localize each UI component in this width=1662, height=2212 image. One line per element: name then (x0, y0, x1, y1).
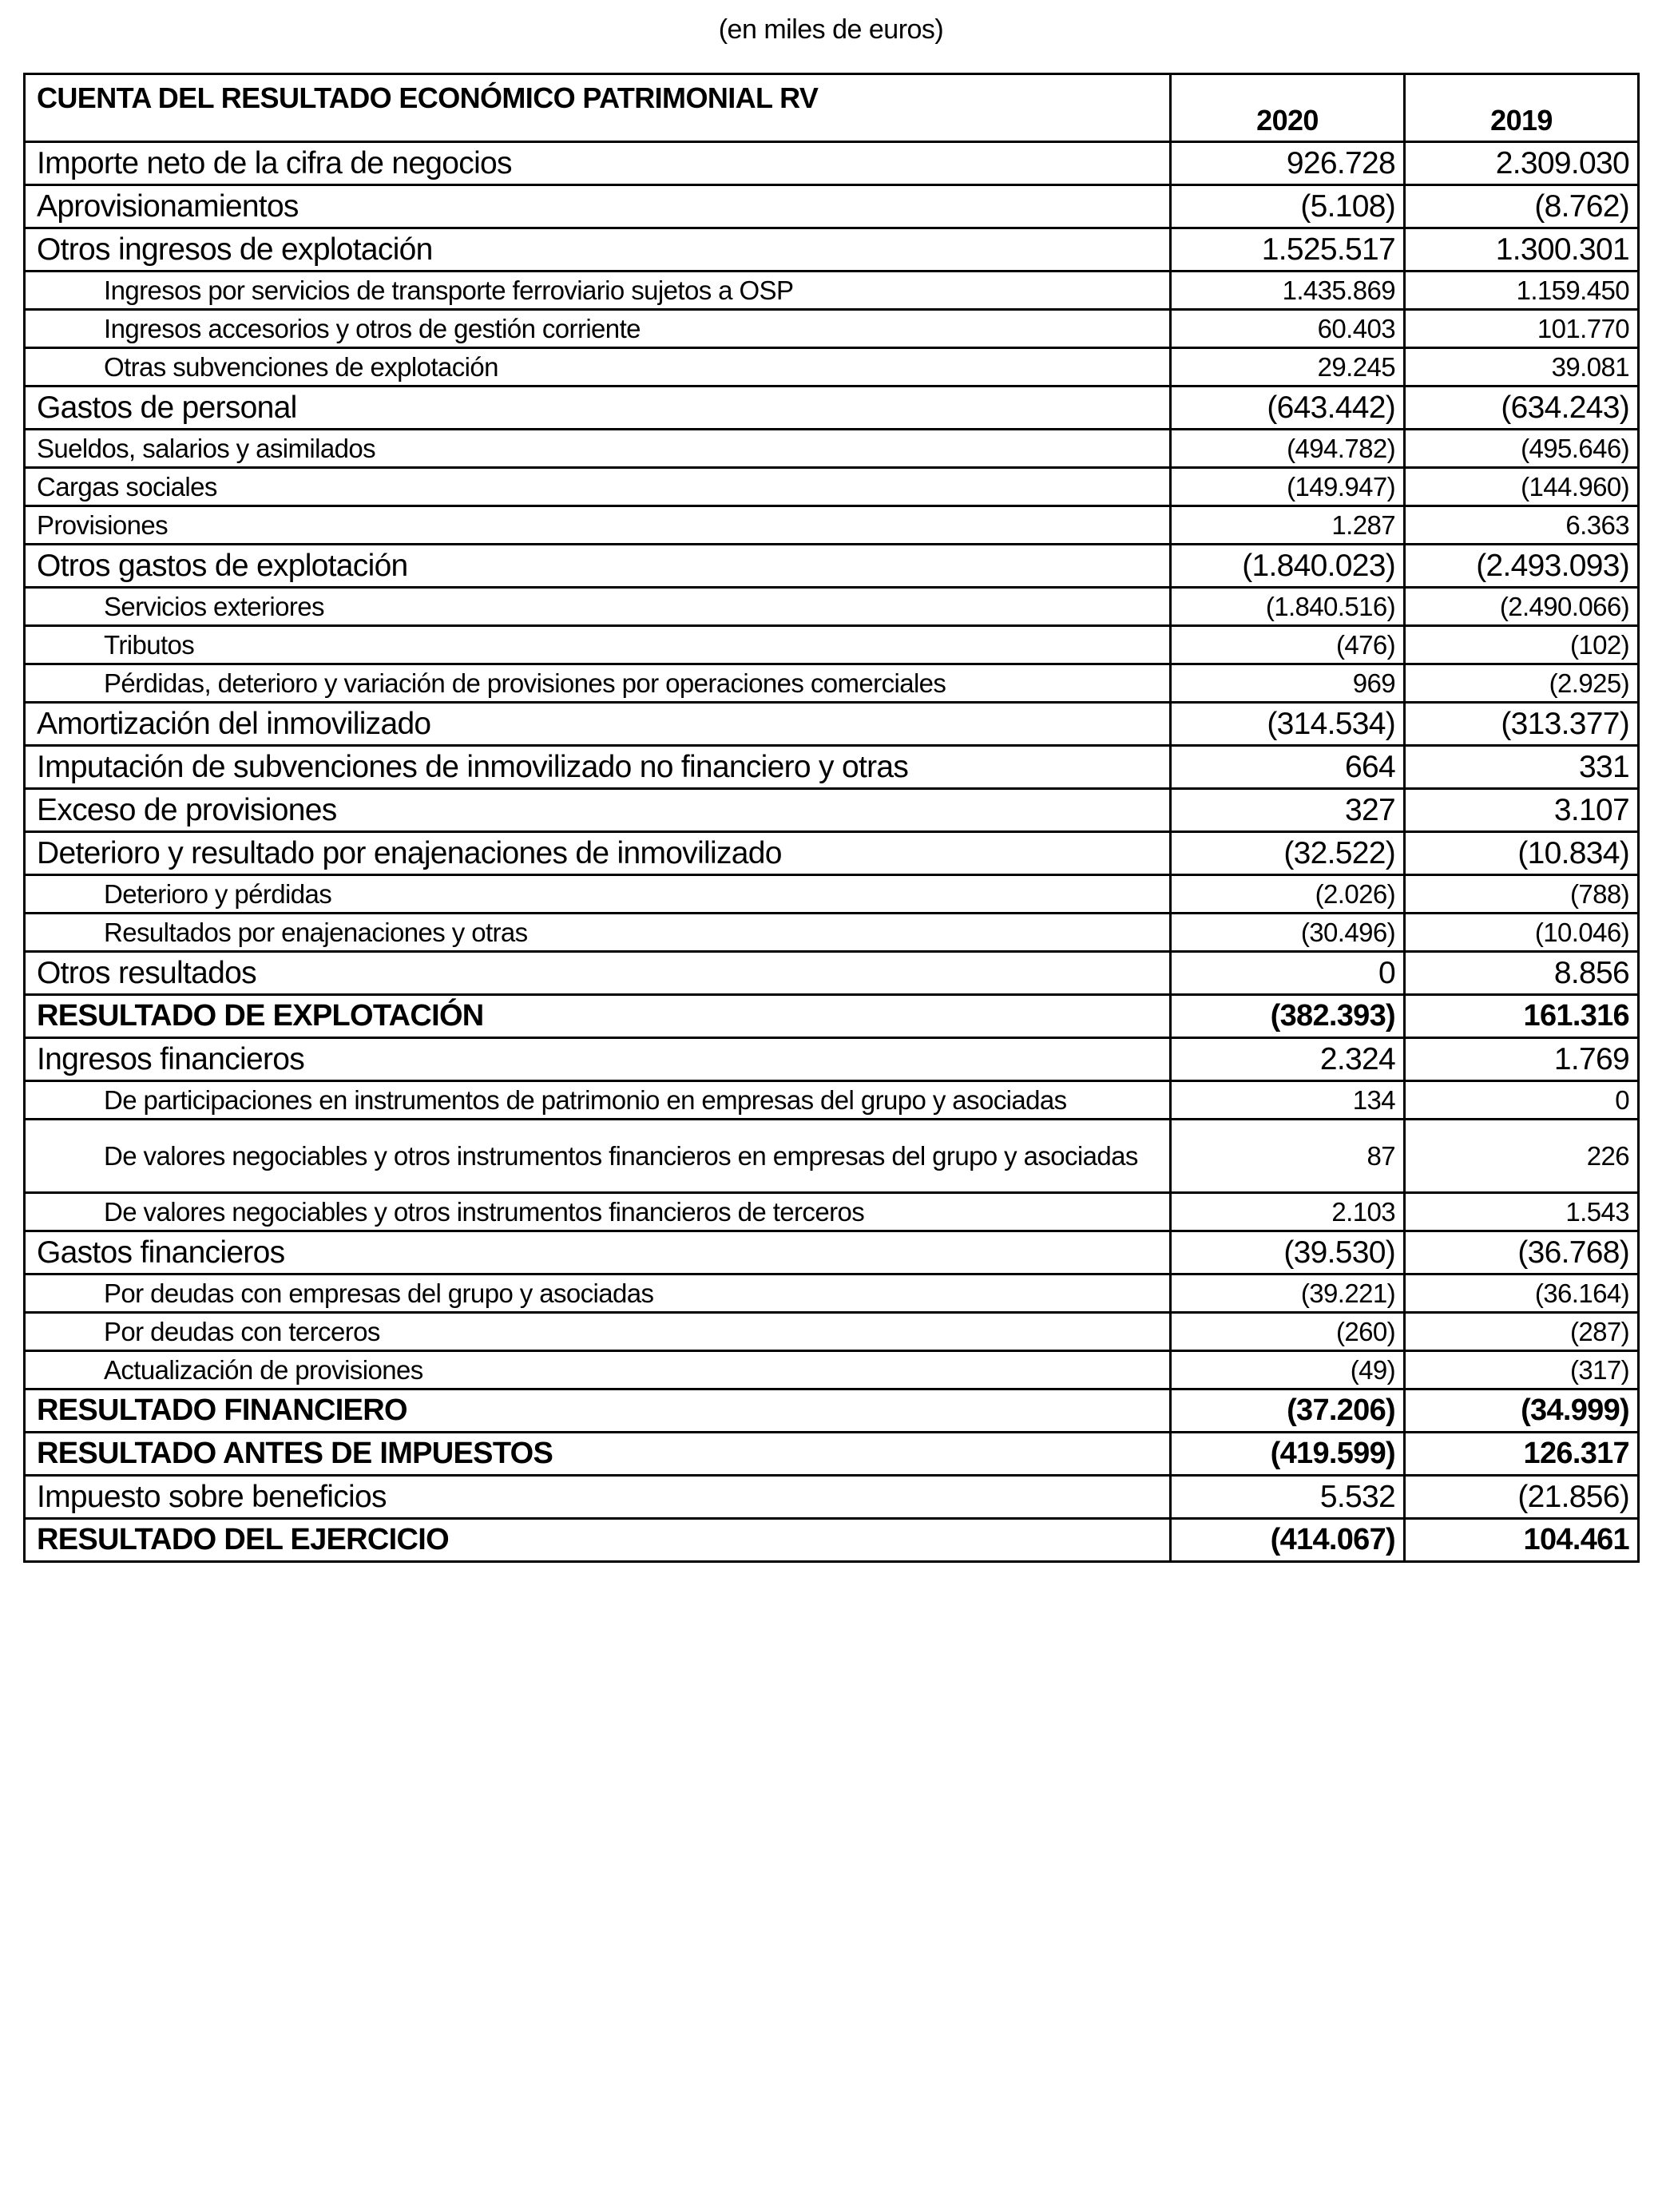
row-label: Sueldos, salarios y asimilados (25, 430, 1171, 468)
value-2020: (32.522) (1171, 832, 1405, 875)
table-row (25, 1081, 1639, 1120)
value-2019: (2.493.093) (1405, 545, 1639, 588)
table-row (25, 914, 1639, 952)
row-label: Otras subvenciones de explotación (25, 348, 1171, 387)
value-2020: (39.221) (1171, 1274, 1405, 1313)
table-row (25, 348, 1639, 387)
units-caption: (en miles de euros) (718, 14, 944, 45)
row-label: Otros ingresos de explotación (25, 228, 1171, 272)
value-2019: (495.646) (1405, 430, 1639, 468)
table-row (25, 1274, 1639, 1313)
table-row (25, 387, 1639, 430)
value-2020: 926.728 (1171, 142, 1405, 185)
row-label: Gastos financieros (25, 1231, 1171, 1274)
value-2020: 327 (1171, 789, 1405, 832)
value-2020: (414.067) (1171, 1519, 1405, 1562)
column-header-2020: 2020 (1171, 74, 1405, 142)
value-2020: (149.947) (1171, 468, 1405, 506)
row-label: RESULTADO DEL EJERCICIO (25, 1519, 1171, 1562)
table-row (25, 545, 1639, 588)
value-2019: (313.377) (1405, 703, 1639, 746)
table-row (25, 703, 1639, 746)
row-label: Ingresos accesorios y otros de gestión corriente (25, 310, 1171, 348)
value-2019: (34.999) (1405, 1389, 1639, 1433)
table-row (25, 1038, 1639, 1081)
table-row (25, 142, 1639, 185)
value-2020: (5.108) (1171, 185, 1405, 228)
row-label: Amortización del inmovilizado (25, 703, 1171, 746)
table-row (25, 430, 1639, 468)
value-2019: 2.309.030 (1405, 142, 1639, 185)
value-2019: 226 (1405, 1120, 1639, 1193)
table-row (25, 832, 1639, 875)
row-label: Deterioro y resultado por enajenaciones de inmovilizado (25, 832, 1171, 875)
value-2020: (476) (1171, 626, 1405, 664)
value-2020: (382.393) (1171, 995, 1405, 1038)
row-label: Pérdidas, deterioro y variación de provisiones por operaciones comerciales (25, 664, 1171, 703)
value-2020: (37.206) (1171, 1389, 1405, 1433)
value-2020: (30.496) (1171, 914, 1405, 952)
value-2019: (10.834) (1405, 832, 1639, 875)
value-2019: 331 (1405, 746, 1639, 789)
value-2020: (494.782) (1171, 430, 1405, 468)
value-2020: 5.532 (1171, 1476, 1405, 1519)
value-2020: (314.534) (1171, 703, 1405, 746)
table-header-row (25, 74, 1639, 142)
value-2020: (643.442) (1171, 387, 1405, 430)
value-2020: 2.103 (1171, 1193, 1405, 1231)
value-2020: (2.026) (1171, 875, 1405, 914)
row-label: Otros gastos de explotación (25, 545, 1171, 588)
column-header-2019: 2019 (1405, 74, 1639, 142)
table-row (25, 1476, 1639, 1519)
value-2019: (317) (1405, 1351, 1639, 1389)
income-statement-table (23, 73, 1640, 1563)
value-2019: (21.856) (1405, 1476, 1639, 1519)
value-2020: 2.324 (1171, 1038, 1405, 1081)
value-2020: (39.530) (1171, 1231, 1405, 1274)
table-row (25, 1231, 1639, 1274)
value-2020: (419.599) (1171, 1433, 1405, 1476)
value-2019: (102) (1405, 626, 1639, 664)
row-label: Imputación de subvenciones de inmovilizado no financiero y otras (25, 746, 1171, 789)
total-row (25, 1389, 1639, 1433)
value-2019: 104.461 (1405, 1519, 1639, 1562)
table-row (25, 789, 1639, 832)
value-2020: 664 (1171, 746, 1405, 789)
table-row (25, 506, 1639, 545)
value-2019: (8.762) (1405, 185, 1639, 228)
value-2020: 1.435.869 (1171, 272, 1405, 310)
row-label: Exceso de provisiones (25, 789, 1171, 832)
table-row (25, 468, 1639, 506)
value-2020: 1.287 (1171, 506, 1405, 545)
row-label: Resultados por enajenaciones y otras (25, 914, 1171, 952)
table-row (25, 588, 1639, 626)
table-row (25, 664, 1639, 703)
row-label: Aprovisionamientos (25, 185, 1171, 228)
row-label: Ingresos por servicios de transporte ferroviario sujetos a OSP (25, 272, 1171, 310)
value-2019: 101.770 (1405, 310, 1639, 348)
table-row (25, 1193, 1639, 1231)
value-2020: 87 (1171, 1120, 1405, 1193)
value-2019: (144.960) (1405, 468, 1639, 506)
value-2019: 126.317 (1405, 1433, 1639, 1476)
value-2019: (634.243) (1405, 387, 1639, 430)
value-2019: 8.856 (1405, 952, 1639, 995)
value-2019: (2.925) (1405, 664, 1639, 703)
value-2019: 3.107 (1405, 789, 1639, 832)
value-2019: (36.164) (1405, 1274, 1639, 1313)
table-row (25, 1313, 1639, 1351)
row-label: RESULTADO FINANCIERO (25, 1389, 1171, 1433)
table-row (25, 1120, 1639, 1193)
row-label: Importe neto de la cifra de negocios (25, 142, 1171, 185)
value-2019: (788) (1405, 875, 1639, 914)
value-2020: 60.403 (1171, 310, 1405, 348)
row-label: Provisiones (25, 506, 1171, 545)
value-2019: 39.081 (1405, 348, 1639, 387)
total-row (25, 995, 1639, 1038)
row-label: De valores negociables y otros instrumentos financieros en empresas del grupo y asociadas (25, 1120, 1171, 1193)
value-2019: 1.159.450 (1405, 272, 1639, 310)
value-2020: (1.840.516) (1171, 588, 1405, 626)
table-row (25, 228, 1639, 272)
total-row (25, 1433, 1639, 1476)
value-2020: (1.840.023) (1171, 545, 1405, 588)
row-label: Por deudas con terceros (25, 1313, 1171, 1351)
value-2020: (260) (1171, 1313, 1405, 1351)
table-row (25, 626, 1639, 664)
value-2019: (2.490.066) (1405, 588, 1639, 626)
value-2019: 1.300.301 (1405, 228, 1639, 272)
value-2019: 0 (1405, 1081, 1639, 1120)
total-row (25, 1519, 1639, 1562)
row-label: Cargas sociales (25, 468, 1171, 506)
row-label: Gastos de personal (25, 387, 1171, 430)
value-2019: (287) (1405, 1313, 1639, 1351)
value-2019: 1.769 (1405, 1038, 1639, 1081)
row-label: Otros resultados (25, 952, 1171, 995)
table-row (25, 952, 1639, 995)
row-label: Tributos (25, 626, 1171, 664)
row-label: Actualización de provisiones (25, 1351, 1171, 1389)
value-2019: 1.543 (1405, 1193, 1639, 1231)
value-2020: 0 (1171, 952, 1405, 995)
row-label: RESULTADO DE EXPLOTACIÓN (25, 995, 1171, 1038)
value-2020: 1.525.517 (1171, 228, 1405, 272)
value-2019: 161.316 (1405, 995, 1639, 1038)
table-row (25, 185, 1639, 228)
value-2019: (36.768) (1405, 1231, 1639, 1274)
table-row (25, 746, 1639, 789)
table-row (25, 875, 1639, 914)
row-label: Ingresos financieros (25, 1038, 1171, 1081)
value-2019: 6.363 (1405, 506, 1639, 545)
value-2020: (49) (1171, 1351, 1405, 1389)
table-title: CUENTA DEL RESULTADO ECONÓMICO PATRIMONIAL RV (25, 74, 1171, 142)
value-2020: 134 (1171, 1081, 1405, 1120)
row-label: Impuesto sobre beneficios (25, 1476, 1171, 1519)
table-row (25, 1351, 1639, 1389)
value-2019: (10.046) (1405, 914, 1639, 952)
table-row (25, 272, 1639, 310)
row-label: RESULTADO ANTES DE IMPUESTOS (25, 1433, 1171, 1476)
value-2020: 969 (1171, 664, 1405, 703)
row-label: De valores negociables y otros instrumentos financieros de terceros (25, 1193, 1171, 1231)
value-2020: 29.245 (1171, 348, 1405, 387)
row-label: Por deudas con empresas del grupo y asociadas (25, 1274, 1171, 1313)
row-label: Deterioro y pérdidas (25, 875, 1171, 914)
row-label: Servicios exteriores (25, 588, 1171, 626)
row-label: De participaciones en instrumentos de patrimonio en empresas del grupo y asociadas (25, 1081, 1171, 1120)
table-row (25, 310, 1639, 348)
